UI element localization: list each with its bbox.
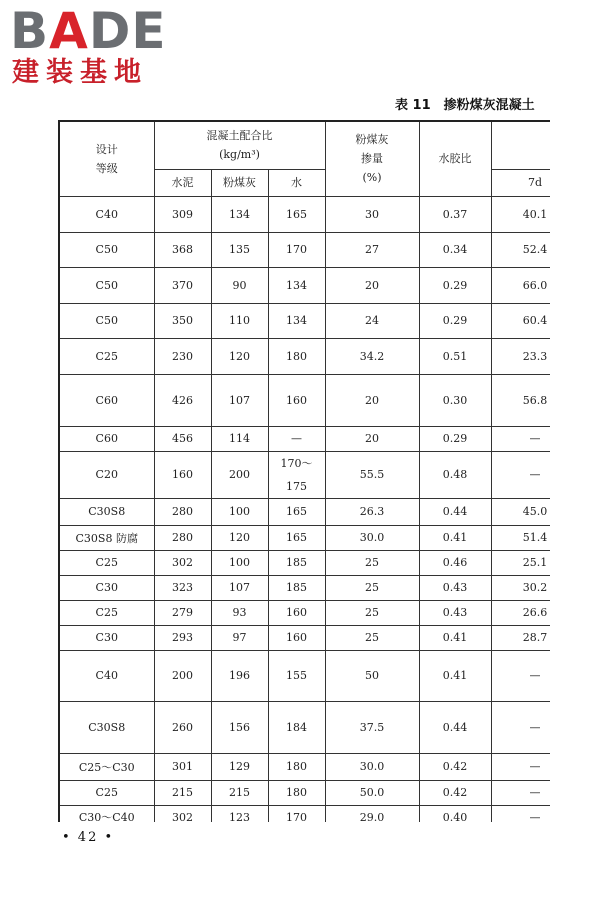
cell-cement: 350 [154,303,211,338]
cell-water: 134 [268,303,325,338]
cell-d7: 40.1 [491,196,550,232]
page-number: • 42 • [62,830,115,845]
cell-water: 185 [268,550,325,575]
cell-fly-ash: 114 [211,426,268,451]
cell-fly-ash: 156 [211,701,268,753]
cell-cement: 309 [154,196,211,232]
cell-water: 170 [268,805,325,822]
table-row [59,498,550,525]
cell-fly-ash: 215 [211,780,268,805]
table-row [59,196,550,232]
cell-d7: — [491,426,550,451]
header-mix-ratio [154,121,325,169]
logo-subtitle: 建装基地 [12,57,148,88]
cell-grade: C20 [59,451,154,498]
cell-grade: C60 [59,426,154,451]
cell-pct: 20 [325,374,419,426]
header-row-top [59,121,550,169]
cell-ratio: 0.46 [419,550,491,575]
cell-grade: C25～C30 [59,753,154,780]
table-title: 表 11 掺粉煤灰混凝土 [395,98,535,113]
cell-grade: C30S8 [59,701,154,753]
cell-line: 170～ [280,456,313,470]
cell-ratio: 0.37 [419,196,491,232]
cell-water: 155 [268,650,325,701]
header-strength [491,121,550,169]
cell-ratio: 0.41 [419,625,491,650]
cell-d7: 26.6 [491,600,550,625]
header-7d: 7d [491,169,550,196]
cell-cement: 200 [154,650,211,701]
table-row [59,525,550,550]
table-row [59,426,550,451]
cell-ratio: 0.41 [419,525,491,550]
cell-fly-ash: 120 [211,525,268,550]
logo-letters: DE [88,2,167,60]
table-container [58,120,550,822]
cell-ratio: 0.29 [419,426,491,451]
cell-pct: 26.3 [325,498,419,525]
table-body [59,196,550,822]
cell-cement: 301 [154,753,211,780]
cell-d7: 45.0 [491,498,550,525]
table-row [59,805,550,822]
cell-line: 175 [286,479,307,493]
table-row [59,451,550,498]
cell-water: 184 [268,701,325,753]
header-design-grade [59,121,154,196]
cell-d7: 66.0 [491,267,550,303]
cell-fly-ash: 129 [211,753,268,780]
cell-d7: 23.3 [491,338,550,374]
cell-grade: C30S8 [59,498,154,525]
cell-pct: 37.5 [325,701,419,753]
cell-ratio: 0.43 [419,600,491,625]
cell-cement: 370 [154,267,211,303]
logo-accent-letter: A [49,2,89,60]
cell-fly-ash: 100 [211,550,268,575]
cell-water: 185 [268,575,325,600]
header-wb-ratio: 水胶比 [419,121,491,196]
cell-pct: 25 [325,625,419,650]
cell-grade: C60 [59,374,154,426]
table-row [59,600,550,625]
header-fly-ash: 粉煤灰 [211,169,268,196]
cell-fly-ash: 97 [211,625,268,650]
cell-pct: 24 [325,303,419,338]
cell-ratio: 0.34 [419,232,491,267]
cell-cement: 302 [154,550,211,575]
cell-grade: C50 [59,267,154,303]
cell-grade: C30S8 防腐 [59,525,154,550]
cell-fly-ash: 107 [211,575,268,600]
cell-ratio: 0.42 [419,753,491,780]
table-row [59,374,550,426]
cell-cement: 368 [154,232,211,267]
cell-cement: 280 [154,525,211,550]
table-row [59,625,550,650]
header-text: (kg/m³) [219,148,260,162]
cell-ratio: 0.40 [419,805,491,822]
table-row [59,780,550,805]
cell-water: 165 [268,196,325,232]
cell-pct: 25 [325,600,419,625]
cell-water: 170 [268,232,325,267]
cell-ratio: 0.51 [419,338,491,374]
cell-grade: C30 [59,625,154,650]
cell-water: 160 [268,374,325,426]
cell-grade: C50 [59,303,154,338]
cell-pct: 50 [325,650,419,701]
cell-pct: 30.0 [325,525,419,550]
cell-fly-ash: 134 [211,196,268,232]
cell-cement: 293 [154,625,211,650]
cell-water: 160 [268,625,325,650]
cell-water: — [268,426,325,451]
header-water: 水 [268,169,325,196]
cell-grade: C25 [59,600,154,625]
cell-cement: 456 [154,426,211,451]
cell-fly-ash: 120 [211,338,268,374]
cell-ratio: 0.42 [419,780,491,805]
header-fly-ash-pct [325,121,419,196]
cell-cement: 215 [154,780,211,805]
cell-ratio: 0.48 [419,451,491,498]
cell-d7: 51.4 [491,525,550,550]
cell-pct: 25 [325,550,419,575]
cell-d7: 60.4 [491,303,550,338]
cell-ratio: 0.44 [419,498,491,525]
cell-d7: 25.1 [491,550,550,575]
table-row [59,267,550,303]
header-text: 混凝土配合比 [206,129,273,143]
header-text: 设计 [95,142,118,156]
header-cement: 水泥 [154,169,211,196]
cell-fly-ash: 107 [211,374,268,426]
header-text: (%) [362,171,382,185]
cell-pct: 20 [325,426,419,451]
table-row [59,650,550,701]
cell-pct: 20 [325,267,419,303]
header-text: 掺量 [361,152,384,166]
cell-d7: 30.2 [491,575,550,600]
cell-grade: C30 [59,575,154,600]
header-text: 等级 [95,161,118,175]
cell-fly-ash: 100 [211,498,268,525]
table-row [59,701,550,753]
cell-ratio: 0.30 [419,374,491,426]
cell-d7: 56.8 [491,374,550,426]
brand-logo [10,2,167,88]
cell-pct: 27 [325,232,419,267]
cell-fly-ash: 123 [211,805,268,822]
table-row [59,575,550,600]
cell-ratio: 0.29 [419,303,491,338]
cell-cement: 160 [154,451,211,498]
cell-cement: 323 [154,575,211,600]
cell-grade: C25 [59,338,154,374]
table-row [59,753,550,780]
cell-grade: C40 [59,196,154,232]
cell-cement: 426 [154,374,211,426]
cell-pct: 30.0 [325,753,419,780]
cell-fly-ash: 110 [211,303,268,338]
cell-water: 180 [268,338,325,374]
cell-d7: — [491,780,550,805]
cell-d7: 52.4 [491,232,550,267]
cell-water: 180 [268,753,325,780]
cell-d7: — [491,753,550,780]
header-text: 粉煤灰 [355,133,389,147]
table-row [59,303,550,338]
cell-fly-ash: 135 [211,232,268,267]
logo-letter: B [10,2,50,60]
cell-grade: C30～C40 [59,805,154,822]
logo-wordmark [10,2,167,60]
cell-fly-ash: 196 [211,650,268,701]
cell-water: 134 [268,267,325,303]
cell-fly-ash: 200 [211,451,268,498]
cell-pct: 55.5 [325,451,419,498]
cell-cement: 230 [154,338,211,374]
cell-grade: C50 [59,232,154,267]
cell-water: 180 [268,780,325,805]
cell-d7: 28.7 [491,625,550,650]
cell-d7: — [491,805,550,822]
cell-pct: 34.2 [325,338,419,374]
cell-ratio: 0.41 [419,650,491,701]
table-row [59,232,550,267]
table-row [59,338,550,374]
cell-pct: 29.0 [325,805,419,822]
cell-fly-ash: 90 [211,267,268,303]
cell-water: 160 [268,600,325,625]
table-row [59,550,550,575]
cell-cement: 260 [154,701,211,753]
cell-cement: 279 [154,600,211,625]
cell-grade: C40 [59,650,154,701]
cell-d7: — [491,650,550,701]
cell-water: 165 [268,498,325,525]
cell-cement: 280 [154,498,211,525]
cell-fly-ash: 93 [211,600,268,625]
cell-cement: 302 [154,805,211,822]
cell-grade: C25 [59,780,154,805]
cell-d7: — [491,451,550,498]
cell-d7: — [491,701,550,753]
cell-ratio: 0.44 [419,701,491,753]
cell-water [268,451,325,498]
cell-pct: 30 [325,196,419,232]
cell-water: 165 [268,525,325,550]
cell-pct: 50.0 [325,780,419,805]
cell-grade: C25 [59,550,154,575]
mix-table [58,120,550,822]
cell-ratio: 0.43 [419,575,491,600]
cell-ratio: 0.29 [419,267,491,303]
cell-pct: 25 [325,575,419,600]
